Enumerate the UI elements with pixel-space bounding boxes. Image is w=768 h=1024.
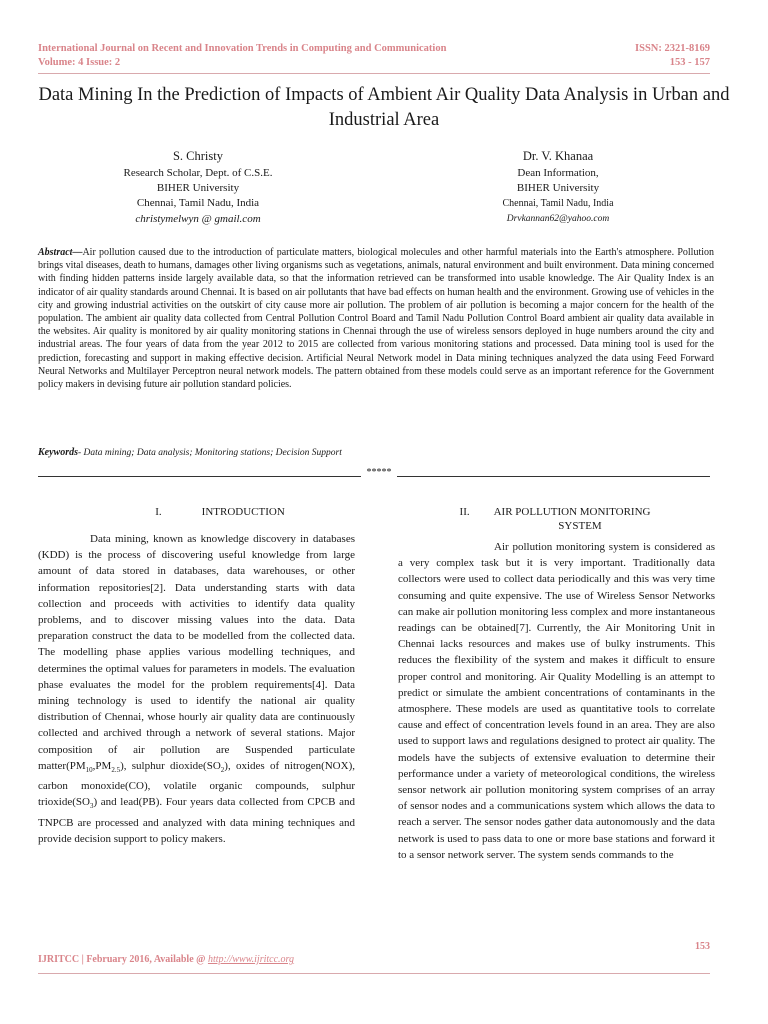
author-affiliation: Research Scholar, Dept. of C.S.E.: [123, 167, 273, 179]
journal-volume: Volume: 4 Issue: 2: [38, 57, 121, 68]
author-location: Chennai, Tamil Nadu, India: [502, 198, 614, 209]
author-name: Dr. V. Khanaa: [522, 149, 594, 163]
journal-name: International Journal on Recent and Innovation Trends in Computing and Communication: [38, 43, 447, 54]
abstract-label: Abstract—: [38, 247, 83, 258]
keywords: [38, 446, 714, 460]
paper-title: Data Mining In the Prediction of Impacts of Ambient Air Quality Data Analysis in Urban and Industrial Area: [38, 85, 730, 130]
journal-issn: ISSN: 2321-8169: [635, 43, 710, 54]
footer-rule: [38, 973, 710, 974]
footer-text: [38, 954, 294, 965]
footer-link[interactable]: http://www.ijritcc.org: [207, 954, 295, 965]
page-number: 153: [695, 941, 710, 952]
journal-issn-block: [635, 42, 710, 70]
section-1-text: ), sulphur dioxide(SO: [120, 759, 221, 772]
section-1-text: ), oxides of nitrogen(NOX), carbon monoxide(CO), volatile organic compounds, sulphur trioxide(SO: [38, 759, 355, 809]
section-1-text: ,PM: [92, 759, 112, 772]
journal-pages: 153 - 157: [669, 57, 710, 68]
separator-line-right: [397, 476, 710, 477]
section-2-body: Air pollution monitoring system is considered as a very complex task but it is very important. Traditionally data collectors were used to collect data periodically and this was very time consuming and quite expensive. The use of Wireless Sensor Networks can make air pollution monitoring less complex and more instantaneous readings can be obtained[7]. Currently, the Air Monitoring Unit in Chennai lacks resources and makes use of bulky instruments. This reduces the flexibility of the system and makes it difficult to ensure proper control and monitoring. Air Quality Modelling is an attempt to predict or simulate the ambient concentrations of contaminants in the atmosphere. These models are used as quantitative tools to correlate cause and effect of concentration levels found in an area. They are also used to support laws and regulations designed to protect air quality. The models have the subjects of extensive evaluation to determine their performance under a variety of meteorological conditions, the wireless sensor network air pollution monitoring system comprises of an array of sensor nodes and a communications system which allows the data to reach a server. The sensor nodes gather data autonomously and the data network is used to pass data to one or more base stations and forward it to a sensor network server. The system sends commands to the: [398, 541, 715, 861]
section-1-title: INTRODUCTION: [201, 506, 285, 518]
author-name: S. Christy: [172, 149, 223, 163]
separator-line-left: [38, 476, 361, 477]
section-1-text: ) and lead(PB). Four years data collected from CPCB and TNPCB are processed and analyzed with data mining techniques and provide decision support to policy makers.: [38, 796, 355, 846]
subscript: 2.5: [111, 766, 121, 775]
author-1: [98, 147, 298, 227]
section-1-heading: [80, 505, 360, 519]
section-2-title: AIR POLLUTION MONITORING: [493, 506, 651, 518]
section-2-heading: [420, 505, 690, 533]
section-2-number: II.: [459, 506, 470, 518]
author-2: [458, 147, 658, 227]
header-rule: [38, 73, 710, 74]
author-university: BIHER University: [156, 182, 240, 194]
subscript: 2: [220, 766, 225, 775]
separator-stars: *****: [366, 467, 392, 478]
section-1-body: [38, 531, 355, 847]
subscript: 3: [89, 802, 94, 811]
section-1-text: Data mining, known as knowledge discovery in databases (KDD) is the process of discovering useful knowledge from large amount of data stored in databases, data warehouses, or other information repositories[2]. Data understanding starts with data collection and proceeds with activities to identify data quality problems, and to discover missing values into the data. Data preparation construct the data to be modelled from the collected data. The modelling phase applies various modelling techniques, and determines the optimal values for parameters in models. The evaluation phase evaluates the model for the problem requirements[4]. Data mining technology is used to identify the national air quality distribution of Chennai, whose hourly air quality data are continuously collected and archived through a network of several stations. Major composition of air pollution are Suspended particulate matter(PM: [38, 533, 355, 772]
section-1-number: I.: [155, 506, 162, 518]
subscript: 10: [85, 766, 93, 775]
author-location: Chennai, Tamil Nadu, India: [136, 197, 260, 209]
author-affiliation: Dean Information,: [517, 167, 599, 179]
keywords-text: - Data mining; Data analysis; Monitoring stations; Decision Support: [78, 448, 342, 458]
journal-header: [38, 42, 446, 70]
keywords-label: Keywords: [38, 447, 78, 458]
abstract-text: Air pollution caused due to the introduction of particulate matters, biological molecules and other harmful materials into the Earth's atmosphere. Pollution brings vital diseases, death to humans, damages other living organisms such as vegetations, animals, natural environment and built environment. Data mining concerned with finding hidden patterns inside largely available data, so that the information retrieved can be transformed into usable knowledge. The Air Quality Index is an indicator of air quality standards around Chennai. It is based on air pollutants that have bad effects on human health and the environment. Growing use of vehicles in the city and growing industrial activities on the outskirt of city cause more air pollution. The problem of air pollution is becoming a major concern for the health of the population. The ambient air quality data collected from Central Pollution Control Board and Tamil Nadu Pollution Control Board ambient air quality data available in the websites. Air quality is monitored by air quality monitoring stations in Chennai through the use of wireless sensors deployed in huge numbers around the city and industrial areas. The four years of data from the year 2012 to 2015 are collected from various monitoring stations and processed. Data mining tool is used for the prediction, forecasting and support in making effective decision. Artificial Neural Network model in Data mining techniques analyzed the data using Feed Forward Neural Networks and Multilayer Perceptron neural network models. The pattern obtained from these models could serve as an important reference for the Government policy makers in devising future air pollution standard policies.: [38, 247, 714, 391]
author-university: BIHER University: [516, 182, 600, 194]
author-email: christymelwyn @ gmail.com: [135, 213, 261, 225]
section-2-title-cont: SYSTEM: [558, 520, 602, 532]
author-email: Drvkannan62@yahoo.com: [506, 214, 610, 224]
abstract: [38, 246, 714, 391]
footer-label: IJRITCC | February 2016, Available @: [38, 954, 208, 965]
